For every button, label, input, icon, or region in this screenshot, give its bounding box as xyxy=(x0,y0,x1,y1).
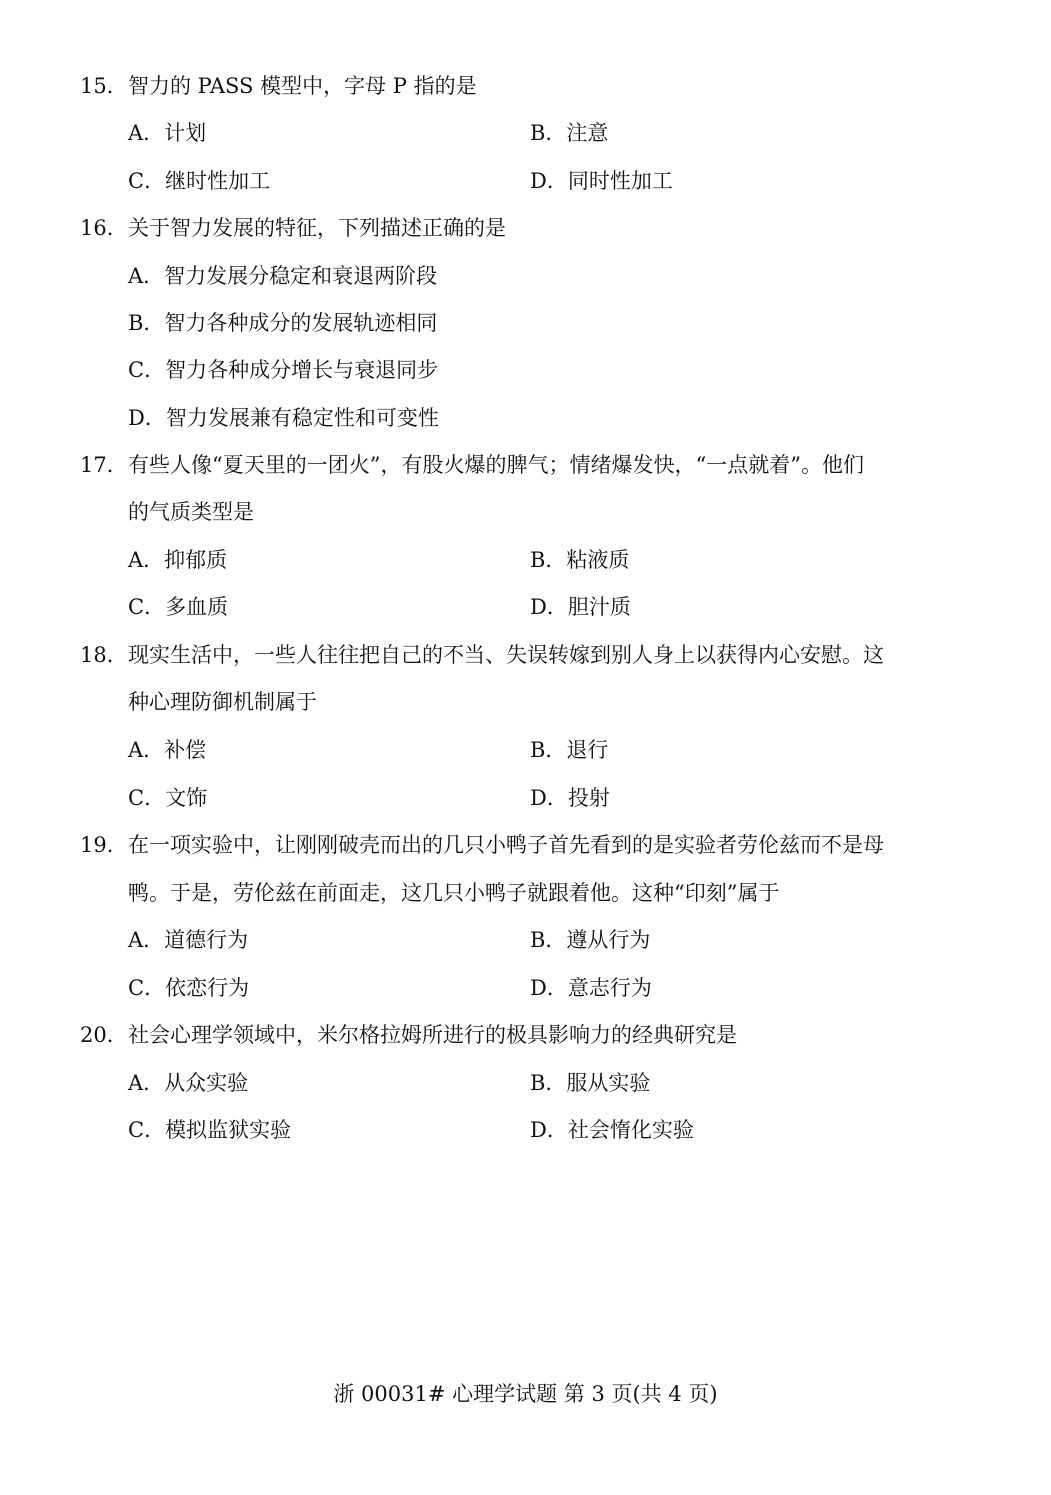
question-15-option-a: A．计划 xyxy=(128,121,207,145)
question-19-option-d: D．意志行为 xyxy=(530,976,652,1000)
question-18-option-a: A．补偿 xyxy=(128,738,207,762)
question-17-option-c: C．多血质 xyxy=(128,595,229,619)
question-15-option-b: B．注意 xyxy=(530,121,609,145)
question-17-option-b: B．粘液质 xyxy=(530,548,630,572)
page-footer: 浙 00031# 心理学试题 第 3 页(共 4 页) xyxy=(333,1382,718,1406)
question-16-number: 16． xyxy=(80,216,128,240)
question-18-stem-line-1: 现实生活中，一些人往往把自己的不当、失误转嫁到别人身上以获得内心安慰。这 xyxy=(128,643,884,667)
question-16-option-d: D．智力发展兼有稳定性和可变性 xyxy=(128,406,439,430)
question-20-option-c: C．模拟监狱实验 xyxy=(128,1118,292,1142)
question-20-number: 20． xyxy=(80,1023,128,1047)
question-19-stem-line-2: 鸭。于是，劳伦兹在前面走，这几只小鸭子就跟着他。这种“印刻”属于 xyxy=(128,881,780,905)
question-17-number: 17． xyxy=(80,453,128,477)
question-18-option-c: C．文饰 xyxy=(128,786,208,810)
question-18-stem-line-2: 种心理防御机制属于 xyxy=(128,690,317,714)
question-16-option-c: C．智力各种成分增长与衰退同步 xyxy=(128,358,439,382)
question-19-number: 19． xyxy=(80,833,128,857)
question-18-option-b: B．退行 xyxy=(530,738,609,762)
question-16-stem: 关于智力发展的特征，下列描述正确的是 xyxy=(128,216,506,240)
question-19-option-a: A．道德行为 xyxy=(128,928,249,952)
question-18-option-d: D．投射 xyxy=(530,786,610,810)
question-19-option-b: B．遵从行为 xyxy=(530,928,651,952)
question-19-option-c: C．依恋行为 xyxy=(128,976,250,1000)
question-20-stem: 社会心理学领域中，米尔格拉姆所进行的极具影响力的经典研究是 xyxy=(128,1023,737,1047)
question-17-stem-line-2: 的气质类型是 xyxy=(128,500,254,524)
question-19-stem-line-1: 在一项实验中，让刚刚破壳而出的几只小鸭子首先看到的是实验者劳伦兹而不是母 xyxy=(128,833,884,857)
question-15-option-d: D．同时性加工 xyxy=(530,169,673,193)
question-16-option-b: B．智力各种成分的发展轨迹相同 xyxy=(128,311,438,335)
question-17-option-d: D．胆汁质 xyxy=(530,595,631,619)
question-15-option-c: C．继时性加工 xyxy=(128,169,271,193)
question-20-option-a: A．从众实验 xyxy=(128,1071,249,1095)
question-18-number: 18． xyxy=(80,643,128,667)
question-17-stem-line-1: 有些人像“夏天里的一团火”，有股火爆的脾气；情绪爆发快，“一点就着”。他们 xyxy=(128,453,864,477)
question-20-option-d: D．社会惰化实验 xyxy=(530,1118,694,1142)
question-15-number: 15． xyxy=(80,74,128,98)
question-17-option-a: A．抑郁质 xyxy=(128,548,228,572)
question-20-option-b: B．服从实验 xyxy=(530,1071,651,1095)
question-15-stem: 智力的 PASS 模型中，字母 P 指的是 xyxy=(128,74,477,98)
question-16-option-a: A．智力发展分稳定和衰退两阶段 xyxy=(128,264,438,288)
